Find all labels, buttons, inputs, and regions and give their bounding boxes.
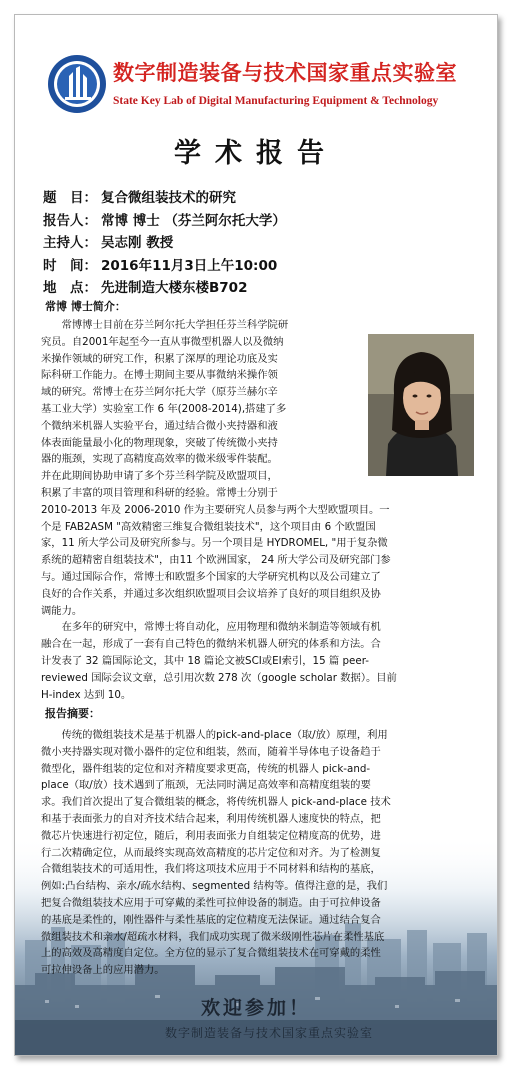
info-value: 复合微组装技术的研究	[101, 190, 236, 206]
bio-line: reviewed 国际会议文章，总引用次数 278 次（google scholar 数据）。目前	[41, 671, 397, 684]
bio-line: 常博博士目前在芬兰阿尔托大学担任芬兰科学院研	[41, 319, 289, 331]
info-row-location	[43, 277, 286, 300]
bio-line: 并在此期间协助申请了多个芬兰科学院及欧盟项目，	[41, 470, 278, 483]
info-value: 2016年11月3日上午10:00	[101, 257, 278, 274]
bio-line: 器的瓶颈，实现了高精度高效率的微米级零件装配。	[41, 453, 278, 466]
bio-line: 计发表了 32 篇国际论文，其中 18 篇论文被SCI或EI索引，15 篇 peer-	[41, 654, 369, 667]
abstract-line: 传统的微组装技术是基于机器人的pick-and-place（取/放）原理，利用	[41, 729, 388, 741]
abstract-line: 和基于表面张力的自对齐技术结合起来，利用传统机器人速度快的特点，把	[41, 812, 381, 825]
bio-heading: 常博 博士简介：	[45, 300, 126, 313]
organizer-signature: 数字制造装备与技术国家重点实验室	[165, 1026, 374, 1040]
bio-line: 良好的合作关系，并通过多次组织欧盟项目会议培养了良好的项目组织及协	[41, 587, 381, 600]
abstract-line: 求。我们首次提出了复合微组装的概念，将传统机器人 pick-and-place 技术	[41, 796, 391, 809]
abstract-line: 上的高效及高精度自定位。全方位的显示了复合微组装技术在可穿戴的柔性	[41, 947, 381, 960]
bio-line: 融合在一起，形成了一套有自己特色的微纳米机器人研究的体系和方法。合	[41, 638, 381, 651]
bio-text	[41, 317, 473, 703]
welcome-text: 欢迎参加！	[200, 997, 311, 1019]
lab-name-en: State Key Lab of Digital Manufacturing Equipment & Technology	[113, 95, 439, 107]
info-row-time	[43, 255, 286, 278]
bio-line: 调能力。	[41, 604, 83, 617]
info-label: 主持人：	[43, 235, 97, 251]
bio-line: 家，11 所大学公司及研究所参与。另一个项目是 HYDROMEL, "用于复杂微	[41, 537, 388, 550]
info-value: 常博 博士 （芬兰阿尔托大学）	[101, 212, 286, 229]
info-label: 时 间：	[43, 257, 97, 274]
abstract-line: 的基底是柔性的，刚性器件与柔性基底的定位精度无法保证。通过结合复合	[41, 913, 381, 926]
bio-line: 究员。自2001年起至今一直从事微型机器人以及微纳	[41, 335, 284, 348]
header	[15, 15, 497, 115]
abstract-line: 微小夹持器实现对微小器件的定位和组装，然而，随着半导体电子设备趋于	[41, 745, 381, 758]
abstract-heading: 报告摘要：	[45, 707, 100, 720]
abstract-text	[41, 727, 473, 979]
info-row-speaker	[43, 210, 286, 233]
info-value: 先进制造大楼东楼B702	[101, 280, 248, 296]
lab-name-cn: 数字制造装备与技术国家重点实验室	[113, 61, 457, 85]
lab-logo-icon	[47, 54, 107, 114]
bio-line: 积累了丰富的项目管理和科研的经验。常博士分别于	[41, 486, 278, 499]
bio-line: 系统的超精密自组装技术"，由11 个欧洲国家， 24 所大学公司及研究部门参	[41, 554, 391, 567]
abstract-line: 合微组装技术的可适用性，我们将这项技术应用于不同材料和结构的基底，	[41, 863, 381, 876]
talk-info	[43, 187, 286, 300]
bio-line: 个微纳米机器人实验平台，通过结合微小夹持器和液	[41, 419, 278, 432]
bio-line: 基工业大学）实验室工作 6 年(2008-2014),搭建了多	[41, 402, 287, 415]
abstract-line: 例如:凸台结构、亲水/疏水结构、segmented 结构等。值得注意的是，我们	[41, 880, 388, 893]
info-label: 地 点：	[43, 280, 97, 296]
abstract-line: 可拉伸设备上的应用潜力。	[41, 964, 165, 977]
page-title: 学术报告	[174, 138, 338, 169]
bio-line: 域的研究。常博士在芬兰阿尔托大学（原芬兰赫尔辛	[41, 386, 278, 399]
abstract-line: 微芯片快速进行初定位，随后，利用表面张力自组装定位精度高的优势，进	[41, 829, 381, 842]
bio-line: H-index 达到 10。	[41, 688, 132, 701]
info-label: 题 目：	[43, 190, 97, 206]
bio-line: 在多年的研究中，常博士将自动化，应用物理和微纳米制造等领域有机	[41, 621, 381, 634]
bio-line: 米操作领域的研究工作，积累了深厚的理论功底及实	[41, 352, 278, 365]
info-row-host	[43, 232, 286, 255]
poster	[14, 14, 498, 1056]
bio-line: 体表面能量最小化的物理现象，突破了传统微小夹持	[41, 436, 278, 449]
bio-line: 与。通过国际合作，常博士和欧盟多个国家的大学研究机构以及公司建立了	[41, 570, 381, 583]
bio-line: 际科研工作能力。在博士期间主要从事微纳米操作领	[41, 369, 278, 382]
abstract-line: 微组装技术和亲水/超疏水材料，我们成功实现了微米级刚性芯片在柔性基底	[41, 930, 385, 943]
info-row-topic	[43, 187, 286, 210]
info-label: 报告人：	[43, 212, 97, 229]
info-value: 吴志刚 教授	[101, 235, 174, 251]
abstract-line: 把复合微组装技术应用于可穿戴的柔性可拉伸设备的制造。由于可拉伸设备	[41, 896, 381, 909]
abstract-line: 微型化，器件组装的定位和对齐精度要求更高，传统的机器人 pick-and-	[41, 762, 371, 775]
abstract-line: 行二次精确定位，从而最终实现高效高精度的芯片定位和对齐。为了检测复	[41, 846, 381, 859]
abstract-line: place（取/放）技术遇到了瓶颈，无法同时满足高效率和高精度组装的要	[41, 779, 371, 792]
bio-line: 2010-2013 年及 2006-2010 作为主要研究人员参与两个大型欧盟项目。一	[41, 503, 390, 516]
bio-line: 个是 FAB2ASM "高效精密三维复合微组装技术"，这个项目由 6 个欧盟国	[41, 520, 376, 533]
